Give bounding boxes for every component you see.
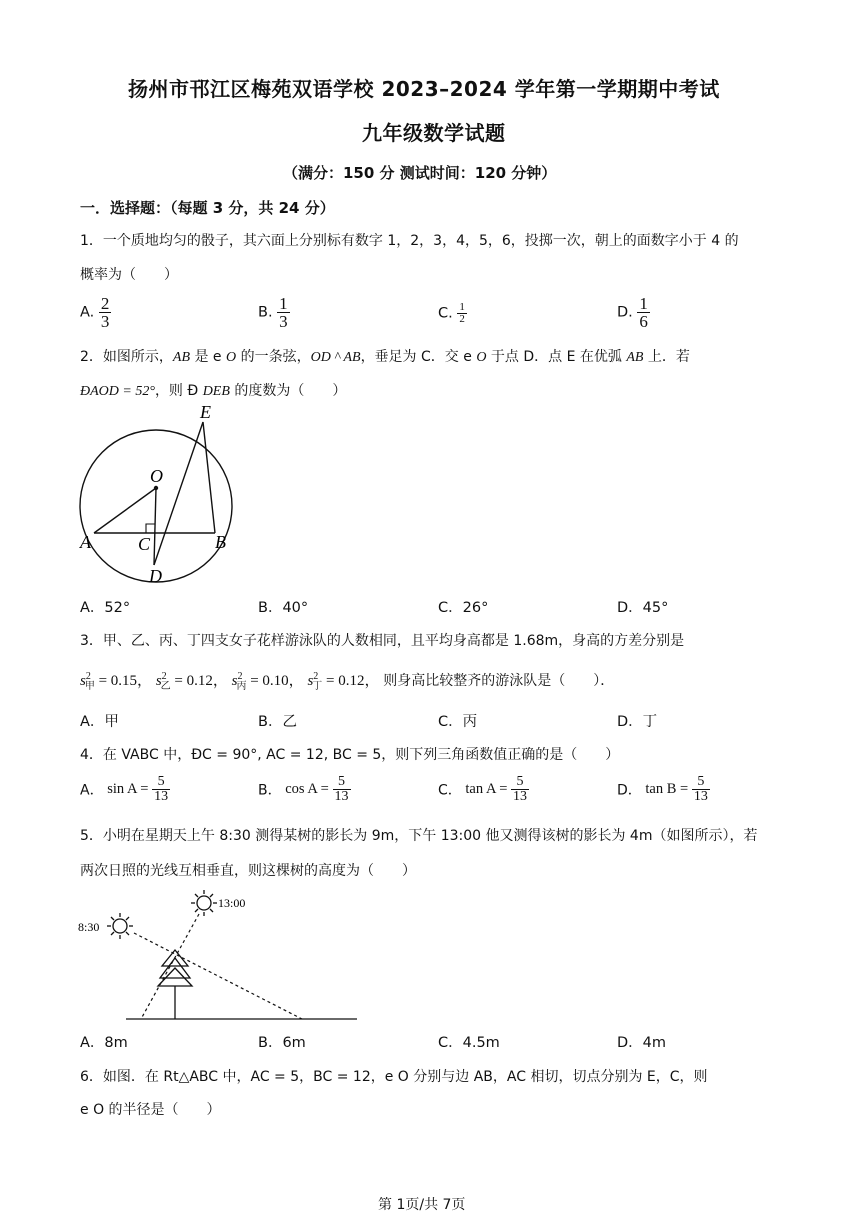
q3-option-d: D．丁 — [617, 714, 658, 730]
exam-subtitle: 九年级数学试题 — [362, 121, 506, 145]
q2-text-line1: 2．如图所示，AB 是 e O 的一条弦，OD ^ AB，垂足为 C．交 e O 于点 D．点 E 在优弧 AB 上．若 — [80, 349, 690, 365]
q4-option-c: C． tan A = $\frac{5}{13}$ — [438, 774, 528, 804]
label-o: O — [150, 466, 163, 486]
q4-option-a: A． sin A = $\frac{5}{13}$ — [80, 774, 169, 804]
q5-option-d: D．4m — [617, 1035, 667, 1051]
q2-text-line2: ÐAOD = 52°，则 Ð DEB 的度数为（ ） — [80, 383, 347, 399]
exam-info: （满分：150 分 测试时间：120 分钟） — [283, 164, 557, 182]
q5-text-line2: 两次日照的光线互相垂直，则这棵树的高度为（ ） — [80, 863, 416, 879]
q3-option-b: B．乙 — [258, 714, 297, 730]
q3-option-a: A．甲 — [80, 714, 119, 730]
segment-oa — [94, 488, 156, 533]
q5-tree-shadow-figure — [74, 886, 364, 1024]
right-angle-mark — [146, 524, 155, 533]
label-b: B — [215, 532, 226, 552]
label-c: C — [138, 534, 151, 554]
q6-text-line2: e O 的半径是（ ） — [80, 1102, 221, 1118]
sun-icon-noon — [191, 890, 217, 916]
segment-ed — [154, 422, 203, 565]
q6-text-line1: 6．如图．在 Rt△ABC 中，AC = 5，BC = 12，e O 分别与边 AB，AC 相切，切点分别为 E，C，则 — [80, 1069, 708, 1085]
q4-text-line1: 4．在 VABC 中，ÐC = 90°, AC = 12, BC = 5，则下列三角函数值正确的是（ ） — [80, 747, 620, 763]
label-e: E — [200, 402, 211, 422]
sun-icon-morning — [107, 913, 133, 939]
q2-circle-figure — [74, 402, 249, 588]
label-d: D — [149, 566, 162, 586]
q3-option-c: C．丙 — [438, 714, 478, 730]
segment-od — [154, 488, 156, 565]
page-number: 第 1页/共 7页 — [378, 1197, 466, 1213]
exam-title: 扬州市邗江区梅苑双语学校 2023–2024 学年第一学期期中考试 — [128, 77, 720, 101]
q2-option-b: B．40° — [258, 600, 309, 616]
light-ray-morning — [134, 933, 302, 1019]
q3-text-line1: 3．甲、乙、丙、丁四支女子花样游泳队的人数相同，且平均身高都是 1.68m，身高的方差分别是 — [80, 633, 685, 649]
center-dot — [154, 486, 158, 490]
label-a: A — [80, 532, 91, 552]
q5-text-line1: 5．小明在星期天上午 8:30 测得某树的影长为 9m，下午 13:00 他又测得该树的影长为 4m（如图所示），若 — [80, 828, 758, 844]
q1-option-b: B. $\frac{1}{3}$ — [258, 294, 288, 331]
q5-option-c: C．4.5m — [438, 1035, 500, 1051]
segment-eb — [203, 422, 215, 533]
q3-text-line2: $s^2_甲 = 0.15$， $s^2_乙 = 0.12$， $s^2_丙 = 0.10$， $s^2_丁 = 0.12$， 则身高比较整齐的游泳队是（ ）． — [80, 671, 615, 692]
q1-option-c: C. $\frac{1}{2}$ — [438, 301, 465, 325]
q2-option-c: C．26° — [438, 600, 489, 616]
q5-option-a: A．8m — [80, 1035, 128, 1051]
time-label-1300: 13:00 — [218, 896, 246, 910]
q2-option-a: A．52° — [80, 600, 131, 616]
q1-option-a: A. $\frac{2}{3}$ — [80, 294, 110, 331]
q1-option-d: D. $\frac{1}{6}$ — [617, 294, 648, 331]
q4-option-d: D． tan B = $\frac{5}{13}$ — [617, 774, 708, 804]
q4-option-b: B． cos A = $\frac{5}{13}$ — [258, 774, 349, 804]
q1-text-line1: 1．一个质地均匀的骰子，其六面上分别标有数字 1，2，3，4，5，6，投掷一次，朝上的面数字小于 4 的 — [80, 233, 739, 249]
q2-option-d: D．45° — [617, 600, 669, 616]
tree-icon — [158, 950, 192, 1019]
section-heading: 一．选择题：（每题 3 分，共 24 分） — [80, 199, 335, 217]
time-label-830: 8:30 — [78, 920, 100, 934]
q1-text-line2: 概率为（ ） — [80, 267, 178, 283]
q5-option-b: B．6m — [258, 1035, 306, 1051]
